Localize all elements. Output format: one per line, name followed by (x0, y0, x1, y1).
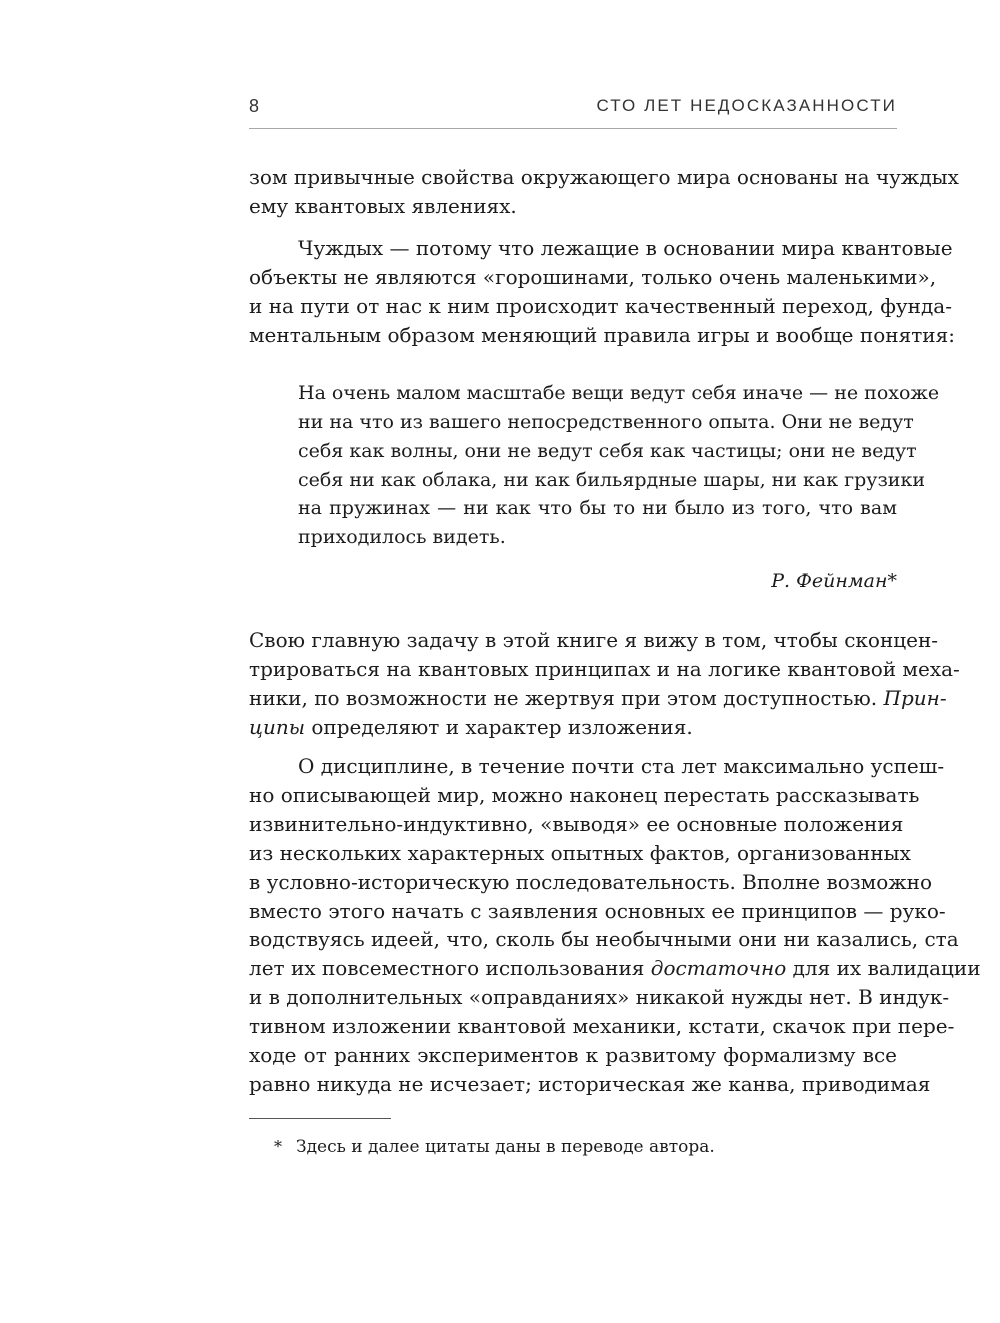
italic-word: ципы (249, 715, 306, 739)
text-line: водствуясь идеей, что, сколь бы необычными они ни казались, ста (249, 927, 959, 951)
text-line: извинительно-индуктивно, «выводя» ее основные положения (249, 812, 904, 836)
text-line: и в дополнительных «оправданиях» никакой нужды нет. В индук- (249, 985, 950, 1009)
quote-line: на пружинах — ни как что бы то ни было из того, что вам (298, 497, 897, 519)
page-number: 8 (249, 96, 260, 116)
italic-word: достаточно (650, 956, 787, 980)
text-line: Чуждых — потому что лежащие в основании мира квантовые (298, 236, 953, 260)
footnote-text: Здесь и далее цитаты даны в переводе автора. (296, 1137, 715, 1157)
text-line: равно никуда не исчезает; историческая же канва, приводимая (249, 1072, 931, 1096)
quote-line: На очень малом масштабе вещи ведут себя иначе — не похоже (298, 382, 940, 404)
italic-word: Прин- (883, 686, 947, 710)
running-title: СТО ЛЕТ НЕДОСКАЗАННОСТИ (596, 96, 897, 115)
quote-attribution: Р. Фейнман* (771, 570, 897, 592)
text-line: из нескольких характерных опытных фактов, организованных (249, 841, 911, 865)
quote-line: ни на что из вашего непосредственного опыта. Они не ведут (298, 411, 914, 433)
text-line: О дисциплине, в течение почти ста лет максимально успеш- (298, 754, 945, 778)
text-line: объекты не являются «горошинами, только очень маленькими», (249, 265, 937, 289)
text-line: ментальным образом меняющий правила игры и вообще понятия: (249, 323, 955, 347)
header-rule (249, 128, 897, 129)
text-line (249, 713, 897, 742)
text-line: ходе от ранних экспериментов к развитому формализму все (249, 1043, 897, 1067)
text-line: в условно-историческую последовательность. Вполне возможно (249, 870, 933, 894)
text-line: вместо этого начать с заявления основных ее принципов — руко- (249, 899, 946, 923)
text-segment: определяют и характер изложения. (305, 715, 693, 739)
text-line (249, 684, 947, 713)
footnote-mark: * (274, 1137, 282, 1156)
page-header (249, 94, 897, 118)
text-line: трироваться на квантовых принципах и на логике квантовой меха- (249, 657, 960, 681)
footnote-rule (249, 1118, 391, 1119)
text-line: и на пути от нас к ним происходит качественный переход, фунда- (249, 294, 952, 318)
text-line: зом привычные свойства окружающего мира основаны на чуждых (249, 165, 959, 189)
quote-line: себя ни как облака, ни как бильярдные шары, ни как грузики (298, 469, 926, 491)
quote-line: приходилось видеть. (298, 526, 506, 548)
text-line: Свою главную задачу в этой книге я вижу в том, чтобы сконцен- (249, 628, 939, 652)
footnote (274, 1134, 715, 1160)
text-line: тивном изложении квантовой механики, кстати, скачок при пере- (249, 1014, 955, 1038)
text-line: но описывающей мир, можно наконец перестать рассказывать (249, 783, 920, 807)
text-line: ему квантовых явлениях. (249, 194, 517, 218)
text-segment: ники, по возможности не жертвуя при этом доступностью. (249, 686, 884, 710)
text-line (249, 954, 981, 983)
text-segment: для их валидации (786, 956, 981, 980)
text-segment: лет их повсеместного использования (249, 956, 651, 980)
quote-line: себя как волны, они не ведут себя как частицы; они не ведут (298, 440, 917, 462)
